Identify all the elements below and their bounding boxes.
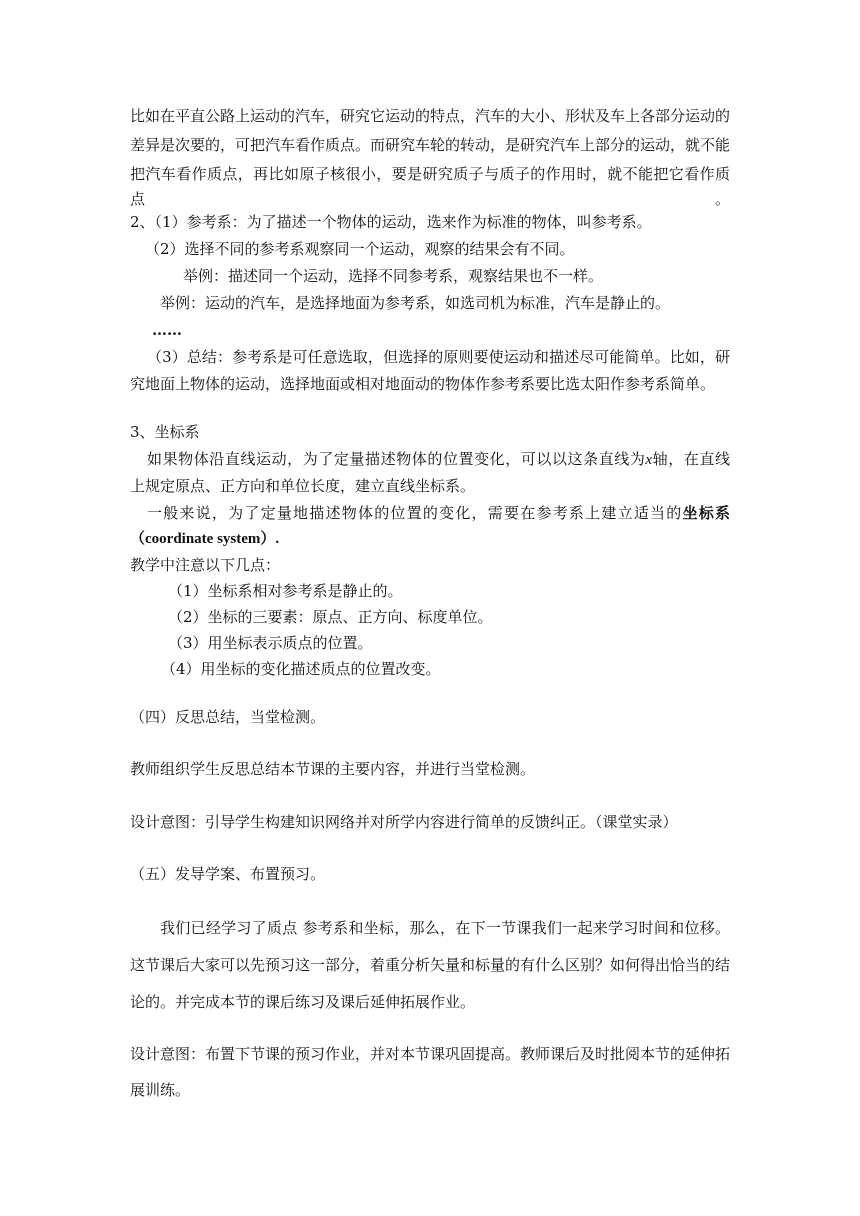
text-span: 轴，在直线 bbox=[652, 450, 730, 468]
paragraph-line: 我们已经学习了质点 参考系和坐标，那么，在下一节课我们一起来学习时间和位移。 bbox=[160, 919, 730, 937]
paragraph-line: 比如在平直公路上运动的汽车，研究它运动的特点，汽车的大小、形状及车上各部分运动的 bbox=[130, 107, 731, 125]
section-heading: （四）反思总结，当堂检测。 bbox=[130, 708, 326, 726]
text-span: 一般来说，为了定量地描述物体的位置的变化，需要在参考系上建立适当的 bbox=[147, 504, 683, 522]
paragraph-line bbox=[147, 447, 730, 473]
list-item: （2）选择不同的参考系观察同一个运动，观察的结果会有不同。 bbox=[145, 240, 575, 258]
paragraph-line: 教学中注意以下几点： bbox=[130, 556, 281, 574]
paragraph-line: 教师组织学生反思总结本节课的主要内容，并进行当堂检测。 bbox=[130, 760, 536, 778]
paragraph-line: 上规定原点、正方向和单位长度，建立直线坐标系。 bbox=[130, 477, 476, 495]
paragraph-line: 差异是次要的，可把汽车看作质点。而研究车轮的转动，是研究汽车上部分的运动，就不能 bbox=[130, 136, 731, 154]
summary-line: （3）总结：参考系是可任意选取，但选择的原则要使运动和描述尽可能简单。比如，研 bbox=[147, 348, 730, 366]
ellipsis: …… bbox=[152, 321, 182, 339]
design-intent: 展训练。 bbox=[130, 1081, 191, 1099]
example-line: 举例：运动的汽车，是选择地面为参考系，如选司机为标准，汽车是静止的。 bbox=[160, 294, 671, 312]
design-intent: 设计意图：布置下节课的预习作业，并对本节课巩固提高。教师课后及时批阅本节的延伸拓 bbox=[130, 1045, 731, 1063]
variable-x: x bbox=[645, 452, 653, 468]
summary-line: 究地面上物体的运动，选择地面或相对地面动的物体作参考系要比选太阳作参考系简单。 bbox=[130, 375, 716, 393]
list-item: （1）坐标系相对参考系是静止的。 bbox=[168, 582, 403, 600]
design-intent: 设计意图：引导学生构建知识网络并对所学内容进行简单的反馈纠正。（课堂实录） bbox=[130, 813, 678, 831]
list-item: （2）坐标的三要素：原点、正方向、标度单位。 bbox=[168, 608, 493, 626]
section-heading: （五）发导学案、布置预习。 bbox=[130, 865, 326, 883]
paragraph-line bbox=[147, 501, 730, 526]
term-english: （coordinate system）. bbox=[130, 531, 280, 547]
paragraph-line: 把汽车看作质点，再比如原子核很小，要是研究质子与质子的作用时，就不能把它看作质点。 bbox=[130, 165, 730, 208]
text-span: 如果物体沿直线运动，为了定量描述物体的位置变化，可以以这条直线为 bbox=[147, 450, 646, 468]
list-item: （3）用坐标表示质点的位置。 bbox=[168, 634, 373, 652]
list-item: （4）用坐标的变化描述质点的位置改变。 bbox=[161, 660, 441, 678]
term-coordinate-system: 坐标系 bbox=[682, 504, 730, 522]
example-line: 举例：描述同一个运动，选择不同参考系，观察结果也不一样。 bbox=[183, 267, 604, 285]
reference-frame-definition: 2、（1）参考系：为了描述一个物体的运动，选来作为标准的物体，叫参考系。 bbox=[130, 213, 652, 231]
section-heading: 3、坐标系 bbox=[130, 423, 200, 441]
paragraph-line: 这节课后大家可以先预习这一部分，着重分析矢量和标量的有什么区别？如何得出恰当的结 bbox=[130, 956, 731, 974]
paragraph-line: 论的。并完成本节的课后练习及课后延伸拓展作业。 bbox=[130, 993, 476, 1011]
